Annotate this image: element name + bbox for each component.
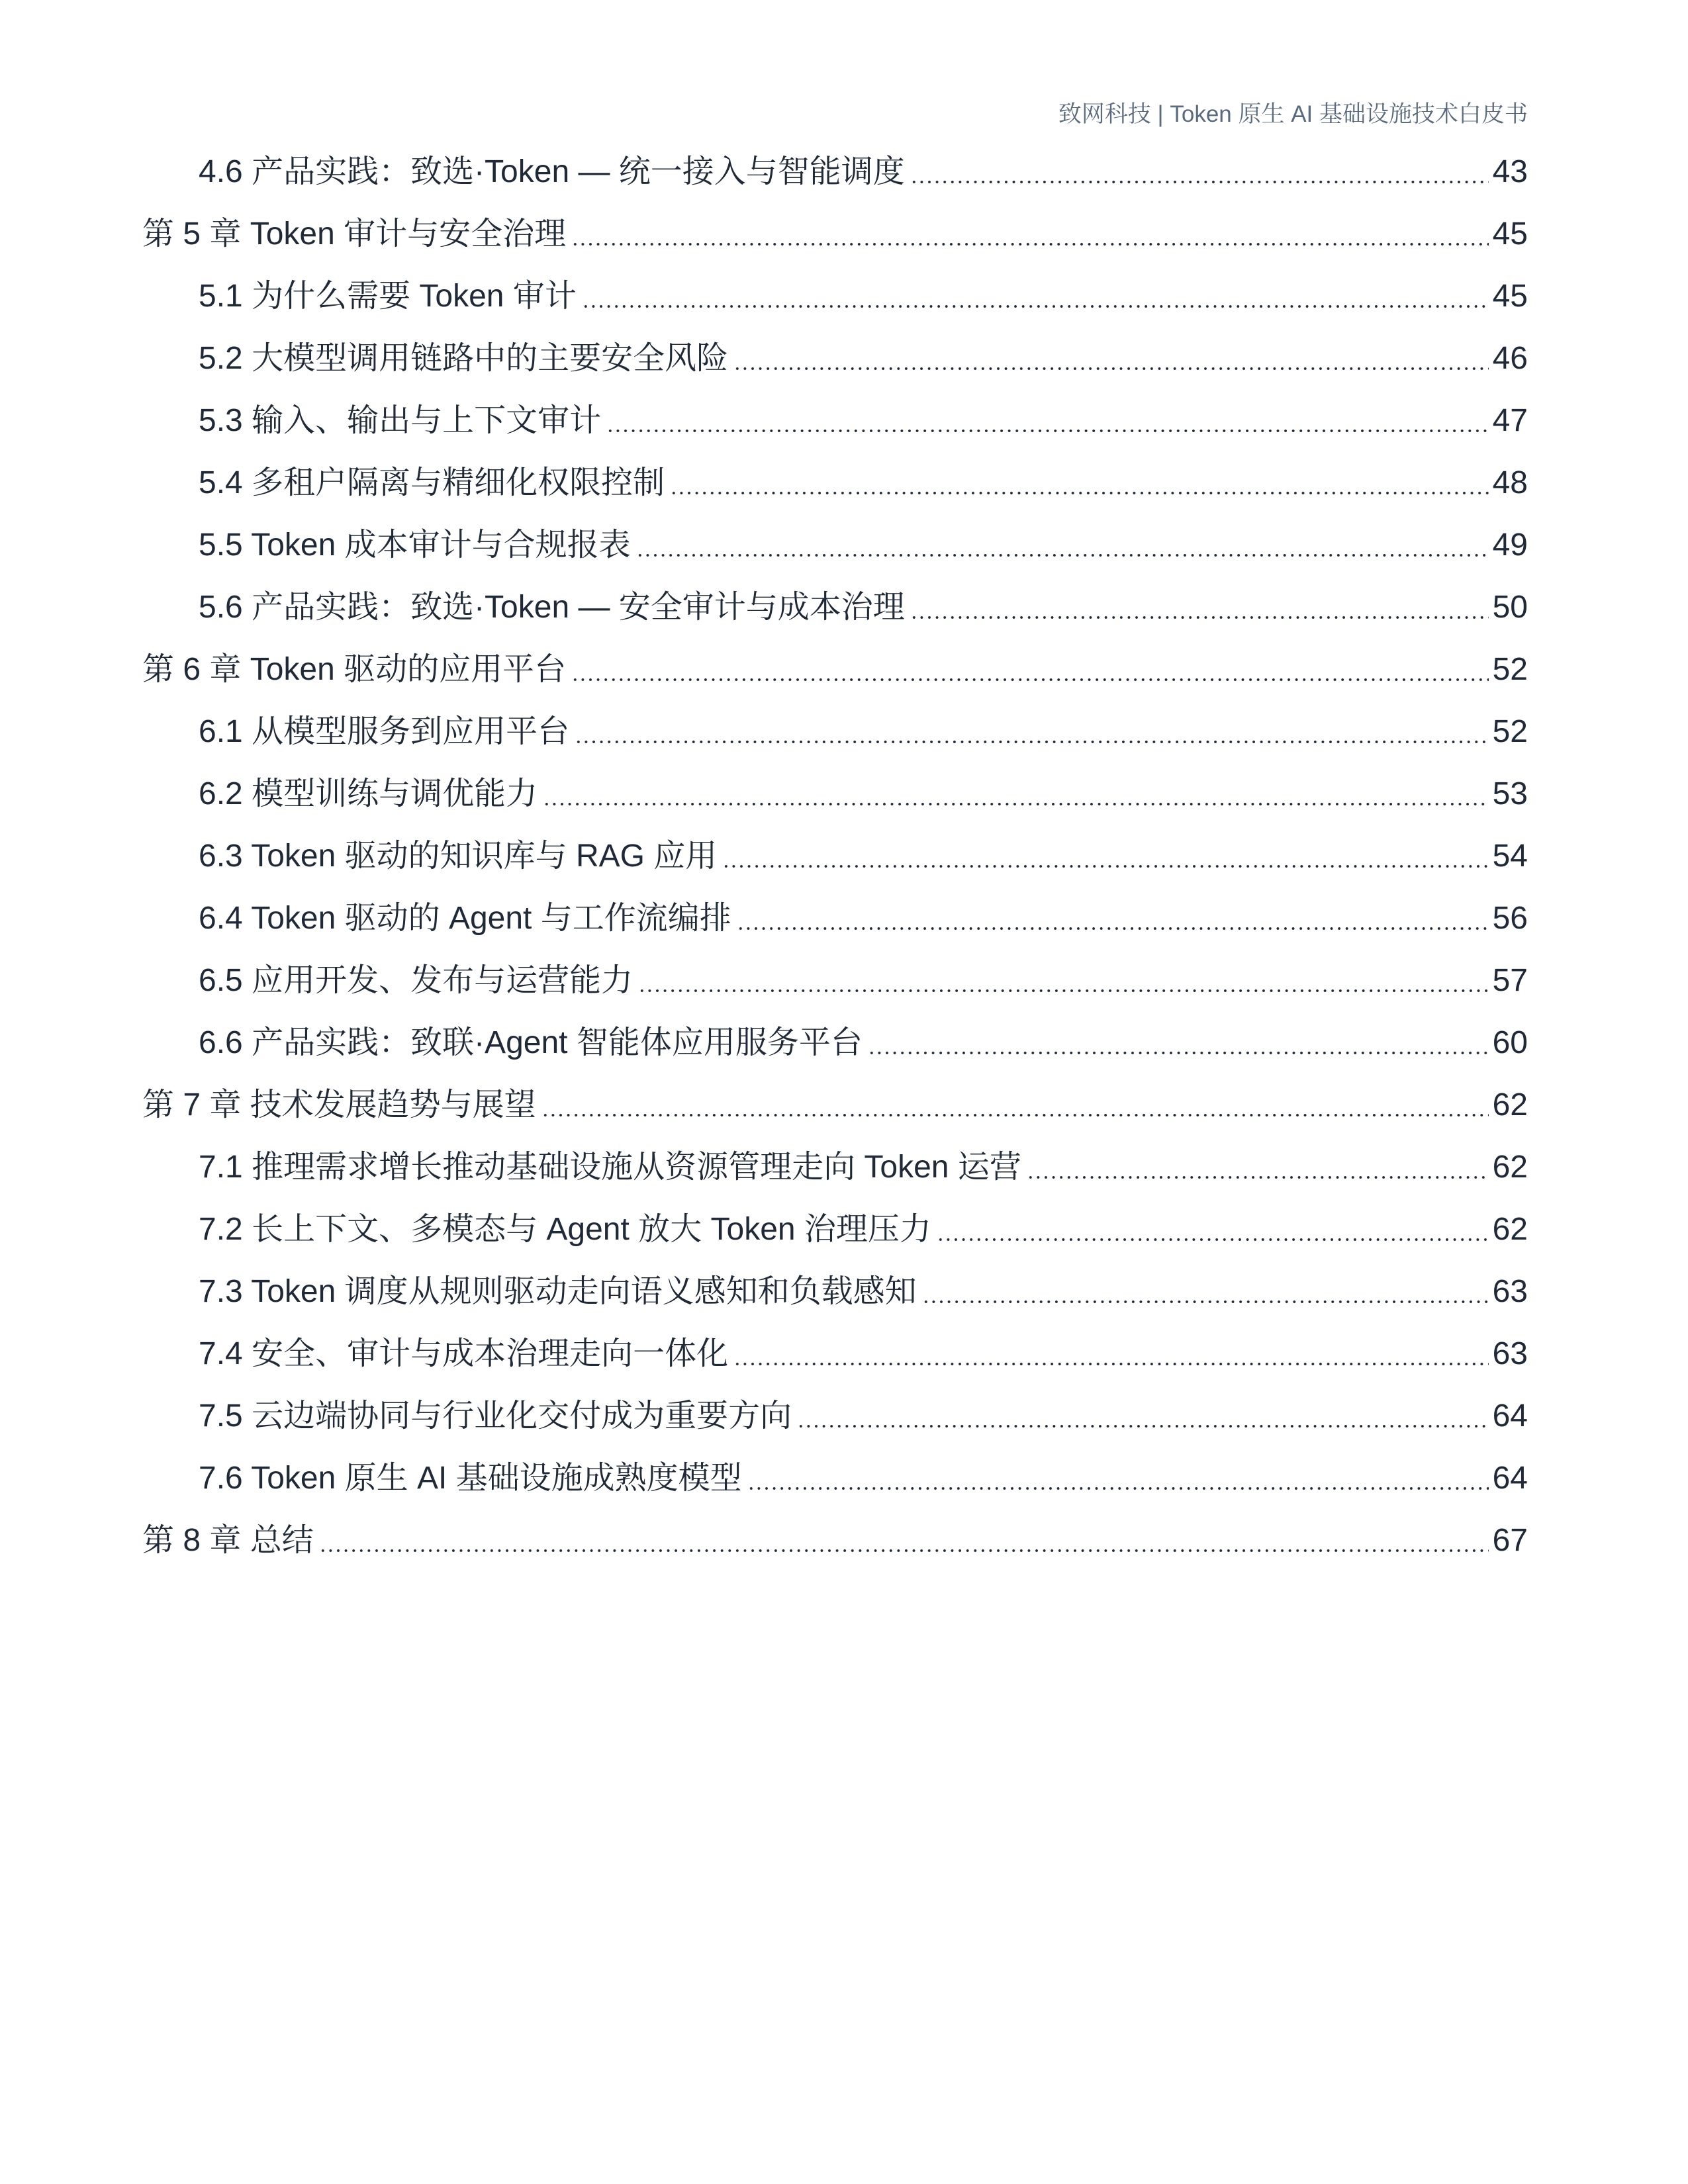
table-of-contents <box>0 141 1688 1572</box>
toc-section-entry[interactable] <box>0 763 1688 825</box>
toc-page-number: 46 <box>1492 341 1528 376</box>
toc-dot-leader <box>937 1214 1489 1246</box>
toc-entry-title: 7.6 Token 原生 AI 基础设施成熟度模型 <box>199 1461 742 1496</box>
toc-section-entry[interactable] <box>0 1199 1688 1261</box>
toc-entry-title: 6.4 Token 驱动的 Agent 与工作流编排 <box>199 901 731 936</box>
toc-chapter-entry[interactable] <box>0 1510 1688 1572</box>
toc-entry-title: 6.1 从模型服务到应用平台 <box>199 714 570 749</box>
toc-entry-title: 第 7 章 技术发展趋势与展望 <box>142 1087 536 1122</box>
toc-dot-leader <box>543 778 1489 810</box>
toc-entry-title: 第 5 章 Token 审计与安全治理 <box>142 216 567 251</box>
toc-dot-leader <box>797 1400 1489 1432</box>
toc-page-number: 60 <box>1492 1025 1528 1060</box>
toc-entry-title: 6.3 Token 驱动的知识库与 RAG 应用 <box>199 839 718 874</box>
toc-page-number: 62 <box>1492 1087 1528 1122</box>
toc-dot-leader <box>733 343 1489 375</box>
toc-section-entry[interactable] <box>0 1385 1688 1447</box>
toc-page-number: 57 <box>1492 963 1528 998</box>
toc-section-entry[interactable] <box>0 141 1688 203</box>
toc-dot-leader <box>670 467 1489 499</box>
toc-entry-title: 7.2 长上下文、多模态与 Agent 放大 Token 治理压力 <box>199 1212 931 1247</box>
toc-section-entry[interactable] <box>0 265 1688 328</box>
toc-dot-leader <box>319 1525 1489 1557</box>
toc-entry-title: 6.6 产品实践：致联·Agent 智能体应用服务平台 <box>199 1025 863 1060</box>
toc-page-number: 49 <box>1492 527 1528 563</box>
toc-dot-leader <box>541 1089 1489 1121</box>
toc-page-number: 64 <box>1492 1398 1528 1433</box>
toc-dot-leader <box>636 529 1489 561</box>
toc-section-entry[interactable] <box>0 390 1688 452</box>
toc-section-entry[interactable] <box>0 328 1688 390</box>
toc-page-number: 67 <box>1492 1523 1528 1558</box>
toc-entry-title: 4.6 产品实践：致选·Token — 统一接入与智能调度 <box>199 154 905 189</box>
toc-page-number: 52 <box>1492 714 1528 749</box>
toc-section-entry[interactable] <box>0 950 1688 1012</box>
toc-page-number: 63 <box>1492 1336 1528 1371</box>
toc-page-number: 52 <box>1492 652 1528 687</box>
toc-page-number: 64 <box>1492 1461 1528 1496</box>
toc-entry-title: 5.4 多租户隔离与精细化权限控制 <box>199 465 665 500</box>
toc-section-entry[interactable] <box>0 701 1688 763</box>
toc-chapter-entry[interactable] <box>0 203 1688 265</box>
toc-page-number: 45 <box>1492 279 1528 314</box>
toc-entry-title: 第 8 章 总结 <box>142 1523 314 1558</box>
toc-page-number: 47 <box>1492 403 1528 438</box>
toc-section-entry[interactable] <box>0 576 1688 639</box>
toc-page-number: 54 <box>1492 839 1528 874</box>
toc-dot-leader <box>733 1338 1489 1370</box>
toc-entry-title: 5.6 产品实践：致选·Token — 安全审计与成本治理 <box>199 590 905 625</box>
toc-page-number: 62 <box>1492 1150 1528 1185</box>
toc-section-entry[interactable] <box>0 1261 1688 1323</box>
toc-dot-leader <box>638 965 1489 997</box>
toc-dot-leader <box>910 592 1489 623</box>
toc-section-entry[interactable] <box>0 1447 1688 1510</box>
toc-entry-title: 5.1 为什么需要 Token 审计 <box>199 279 577 314</box>
toc-entry-title: 6.5 应用开发、发布与运营能力 <box>199 963 633 998</box>
toc-section-entry[interactable] <box>0 887 1688 950</box>
toc-page-number: 62 <box>1492 1212 1528 1247</box>
toc-entry-title: 7.1 推理需求增长推动基础设施从资源管理走向 Token 运营 <box>199 1150 1021 1185</box>
toc-dot-leader <box>922 1276 1489 1308</box>
toc-entry-title: 5.2 大模型调用链路中的主要安全风险 <box>199 341 729 376</box>
toc-section-entry[interactable] <box>0 514 1688 576</box>
toc-dot-leader <box>571 218 1488 250</box>
toc-dot-leader <box>606 405 1489 437</box>
toc-section-entry[interactable] <box>0 825 1688 887</box>
toc-chapter-entry[interactable] <box>0 1074 1688 1136</box>
toc-dot-leader <box>1027 1152 1489 1183</box>
toc-dot-leader <box>571 654 1488 686</box>
toc-section-entry[interactable] <box>0 1136 1688 1199</box>
toc-dot-leader <box>575 716 1489 748</box>
toc-page-number: 45 <box>1492 216 1528 251</box>
running-header: 致网科技 | Token 原生 AI 基础设施技术白皮书 <box>1058 101 1528 127</box>
toc-chapter-entry[interactable] <box>0 639 1688 701</box>
toc-page-number: 43 <box>1492 154 1528 189</box>
toc-entry-title: 5.5 Token 成本审计与合规报表 <box>199 527 631 563</box>
toc-page-number: 56 <box>1492 901 1528 936</box>
toc-dot-leader <box>910 156 1489 188</box>
toc-page-number: 53 <box>1492 776 1528 811</box>
toc-page-number: 50 <box>1492 590 1528 625</box>
toc-section-entry[interactable] <box>0 1012 1688 1074</box>
toc-entry-title: 6.2 模型训练与调优能力 <box>199 776 538 811</box>
toc-entry-title: 第 6 章 Token 驱动的应用平台 <box>142 652 567 687</box>
toc-page-number: 48 <box>1492 465 1528 500</box>
toc-page-number: 63 <box>1492 1274 1528 1309</box>
toc-entry-title: 5.3 输入、输出与上下文审计 <box>199 403 602 438</box>
toc-section-entry[interactable] <box>0 452 1688 514</box>
toc-dot-leader <box>582 281 1489 312</box>
toc-section-entry[interactable] <box>0 1323 1688 1385</box>
toc-entry-title: 7.4 安全、审计与成本治理走向一体化 <box>199 1336 729 1371</box>
toc-dot-leader <box>722 841 1488 872</box>
toc-entry-title: 7.5 云边端协同与行业化交付成为重要方向 <box>199 1398 792 1433</box>
toc-dot-leader <box>868 1027 1489 1059</box>
toc-dot-leader <box>737 903 1489 934</box>
toc-entry-title: 7.3 Token 调度从规则驱动走向语义感知和负载感知 <box>199 1274 917 1309</box>
toc-dot-leader <box>747 1463 1489 1494</box>
